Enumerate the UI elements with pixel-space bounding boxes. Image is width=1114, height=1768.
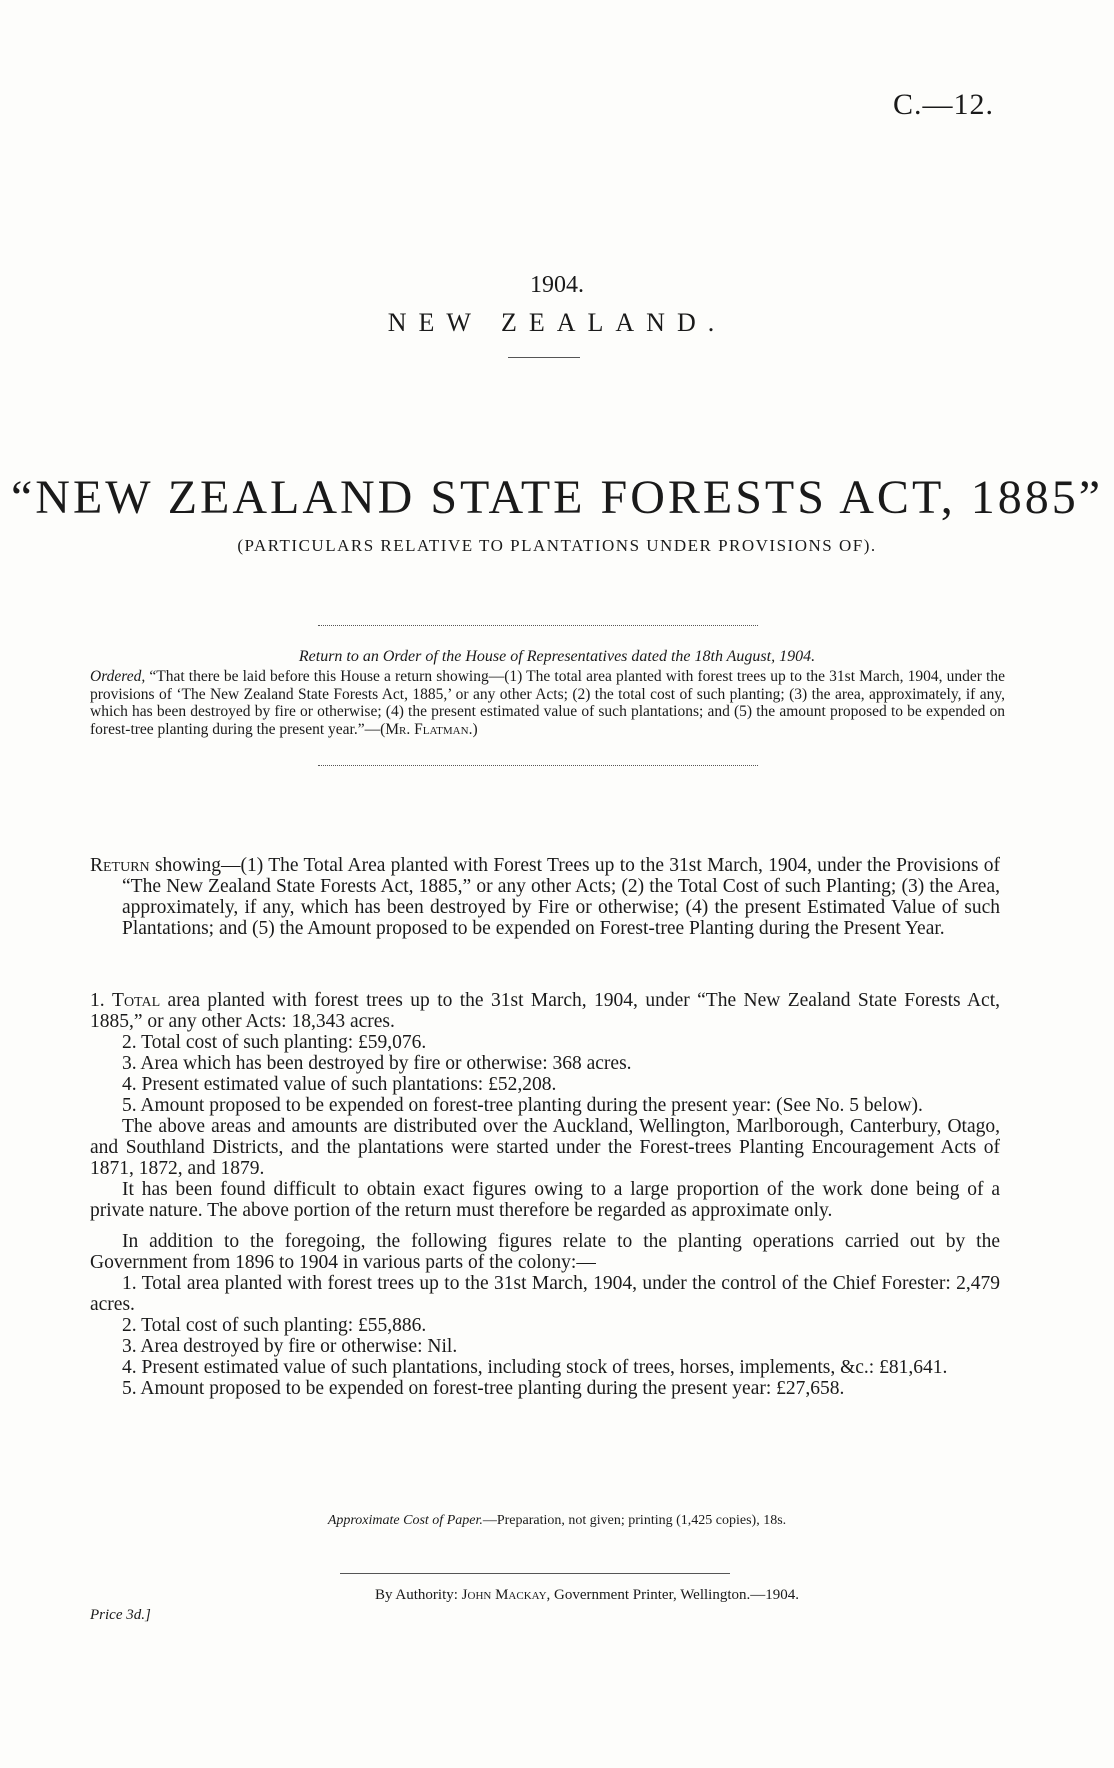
order-mover: Mr. Flatman (385, 720, 469, 738)
order-text (90, 668, 1005, 738)
return-body (90, 990, 1000, 1399)
section1-item3: 3. Area which has been destroyed by fire or otherwise: 368 acres. (122, 1053, 632, 1074)
footer-divider (340, 1573, 730, 1574)
printer-name: John Mackay (461, 1587, 547, 1603)
ordered-word: Ordered, (90, 668, 146, 685)
short-divider (508, 357, 580, 358)
section1-paragraph-approximate: It has been found difficult to obtain exact figures owing to a large proportion of the work done being of a private nature. The above portion of the return must therefore be regarded as approximate only. (90, 1179, 1000, 1221)
document-year: 1904. (530, 272, 584, 298)
cost-text: —Preparation, not given; printing (1,425 copies), 18s. (482, 1513, 787, 1528)
order-bottom-divider (318, 765, 758, 766)
section1-item1: 1. Total area planted with forest trees up to the 31st March, 1904, under “The New Zealand State Forests Act, 1885,” or any other Acts: 18,343 acres. (90, 990, 1001, 1032)
order-heading: Return to an Order of the House of Representatives dated the 18th August, 1904. (298, 648, 816, 665)
section2-item2: 2. Total cost of such planting: £55,886. (122, 1315, 427, 1336)
document-code: C.—12. (892, 88, 994, 121)
section1-item5: 5. Amount proposed to be expended on forest-tree planting during the present year: (See No. 5 below). (122, 1095, 923, 1116)
section2-intro: In addition to the foregoing, the following figures relate to the planting operations carried out by the Government from 1896 to 1904 in various parts of the colony:— (90, 1231, 1000, 1273)
price-note: Price 3d.] (90, 1607, 151, 1623)
return-lead: Return (90, 855, 150, 876)
section1-paragraph-districts: The above areas and amounts are distributed over the Auckland, Wellington, Marlborough, Canterbury, Otago, and Southland Districts, and the plantations were started under the Forest-trees Planting Encouragement Acts of 1871, 1872, and 1879. (90, 1116, 1000, 1179)
country-heading: NEW ZEALAND. (387, 308, 727, 337)
section1-item2: 2. Total cost of such planting: £59,076. (122, 1032, 427, 1053)
section2-item5: 5. Amount proposed to be expended on forest-tree planting during the present year: £27,658. (122, 1378, 845, 1399)
order-top-divider (318, 625, 758, 626)
section2-item1: 1. Total area planted with forest trees up to the 31st March, 1904, under the control of the Chief Forester: 2,479 acres. (90, 1273, 1000, 1315)
return-paragraph (90, 855, 1000, 939)
document-subtitle: (PARTICULARS RELATIVE TO PLANTATIONS UNDER PROVISIONS OF). (237, 536, 877, 555)
order-body: “That there be laid before this House a return showing—(1) The total area planted with forest trees up to the 31st March, 1904, under the provisions of ‘The New Zealand State Forests Act, 1885,’ or any other Acts; (2) the total cost of such planting; (3) the area, approximately, if any, which has been destroyed by fire or otherwise; (4) the present estimated value of such plantations; and (5) the amount proposed to be expended on forest-tree planting during the present year.”—( (90, 668, 1005, 738)
printer-line: By Authority: John Mackay, Government Printer, Wellington.—1904. (374, 1587, 799, 1603)
section2-item3: 3. Area destroyed by fire or otherwise: Nil. (122, 1336, 458, 1357)
approximate-cost-note (0, 1513, 1114, 1529)
document-title: “NEW ZEALAND STATE FORESTS ACT, 1885” (11, 471, 1103, 524)
cost-label: Approximate Cost of Paper. (327, 1513, 483, 1528)
section1-item4: 4. Present estimated value of such plantations: £52,208. (122, 1074, 557, 1095)
order-close: .) (468, 720, 478, 738)
return-text: showing—(1) The Total Area planted with Forest Trees up to the 31st March, 1904, under the Provisions of “The New Zealand State Forests Act, 1885,” or any other Acts; (2) the Total Cost of such Planting; (3) the Area, approximately, if any, which has been destroyed by Fire or otherwise; (4) the present Estimated Value of such Plantations; and (5) the Amount proposed to be expended on Forest-tree Planting during the Present Year. (122, 855, 1000, 939)
section2-item4: 4. Present estimated value of such plantations, including stock of trees, horses, implements, &c.: £81,641. (122, 1357, 948, 1378)
